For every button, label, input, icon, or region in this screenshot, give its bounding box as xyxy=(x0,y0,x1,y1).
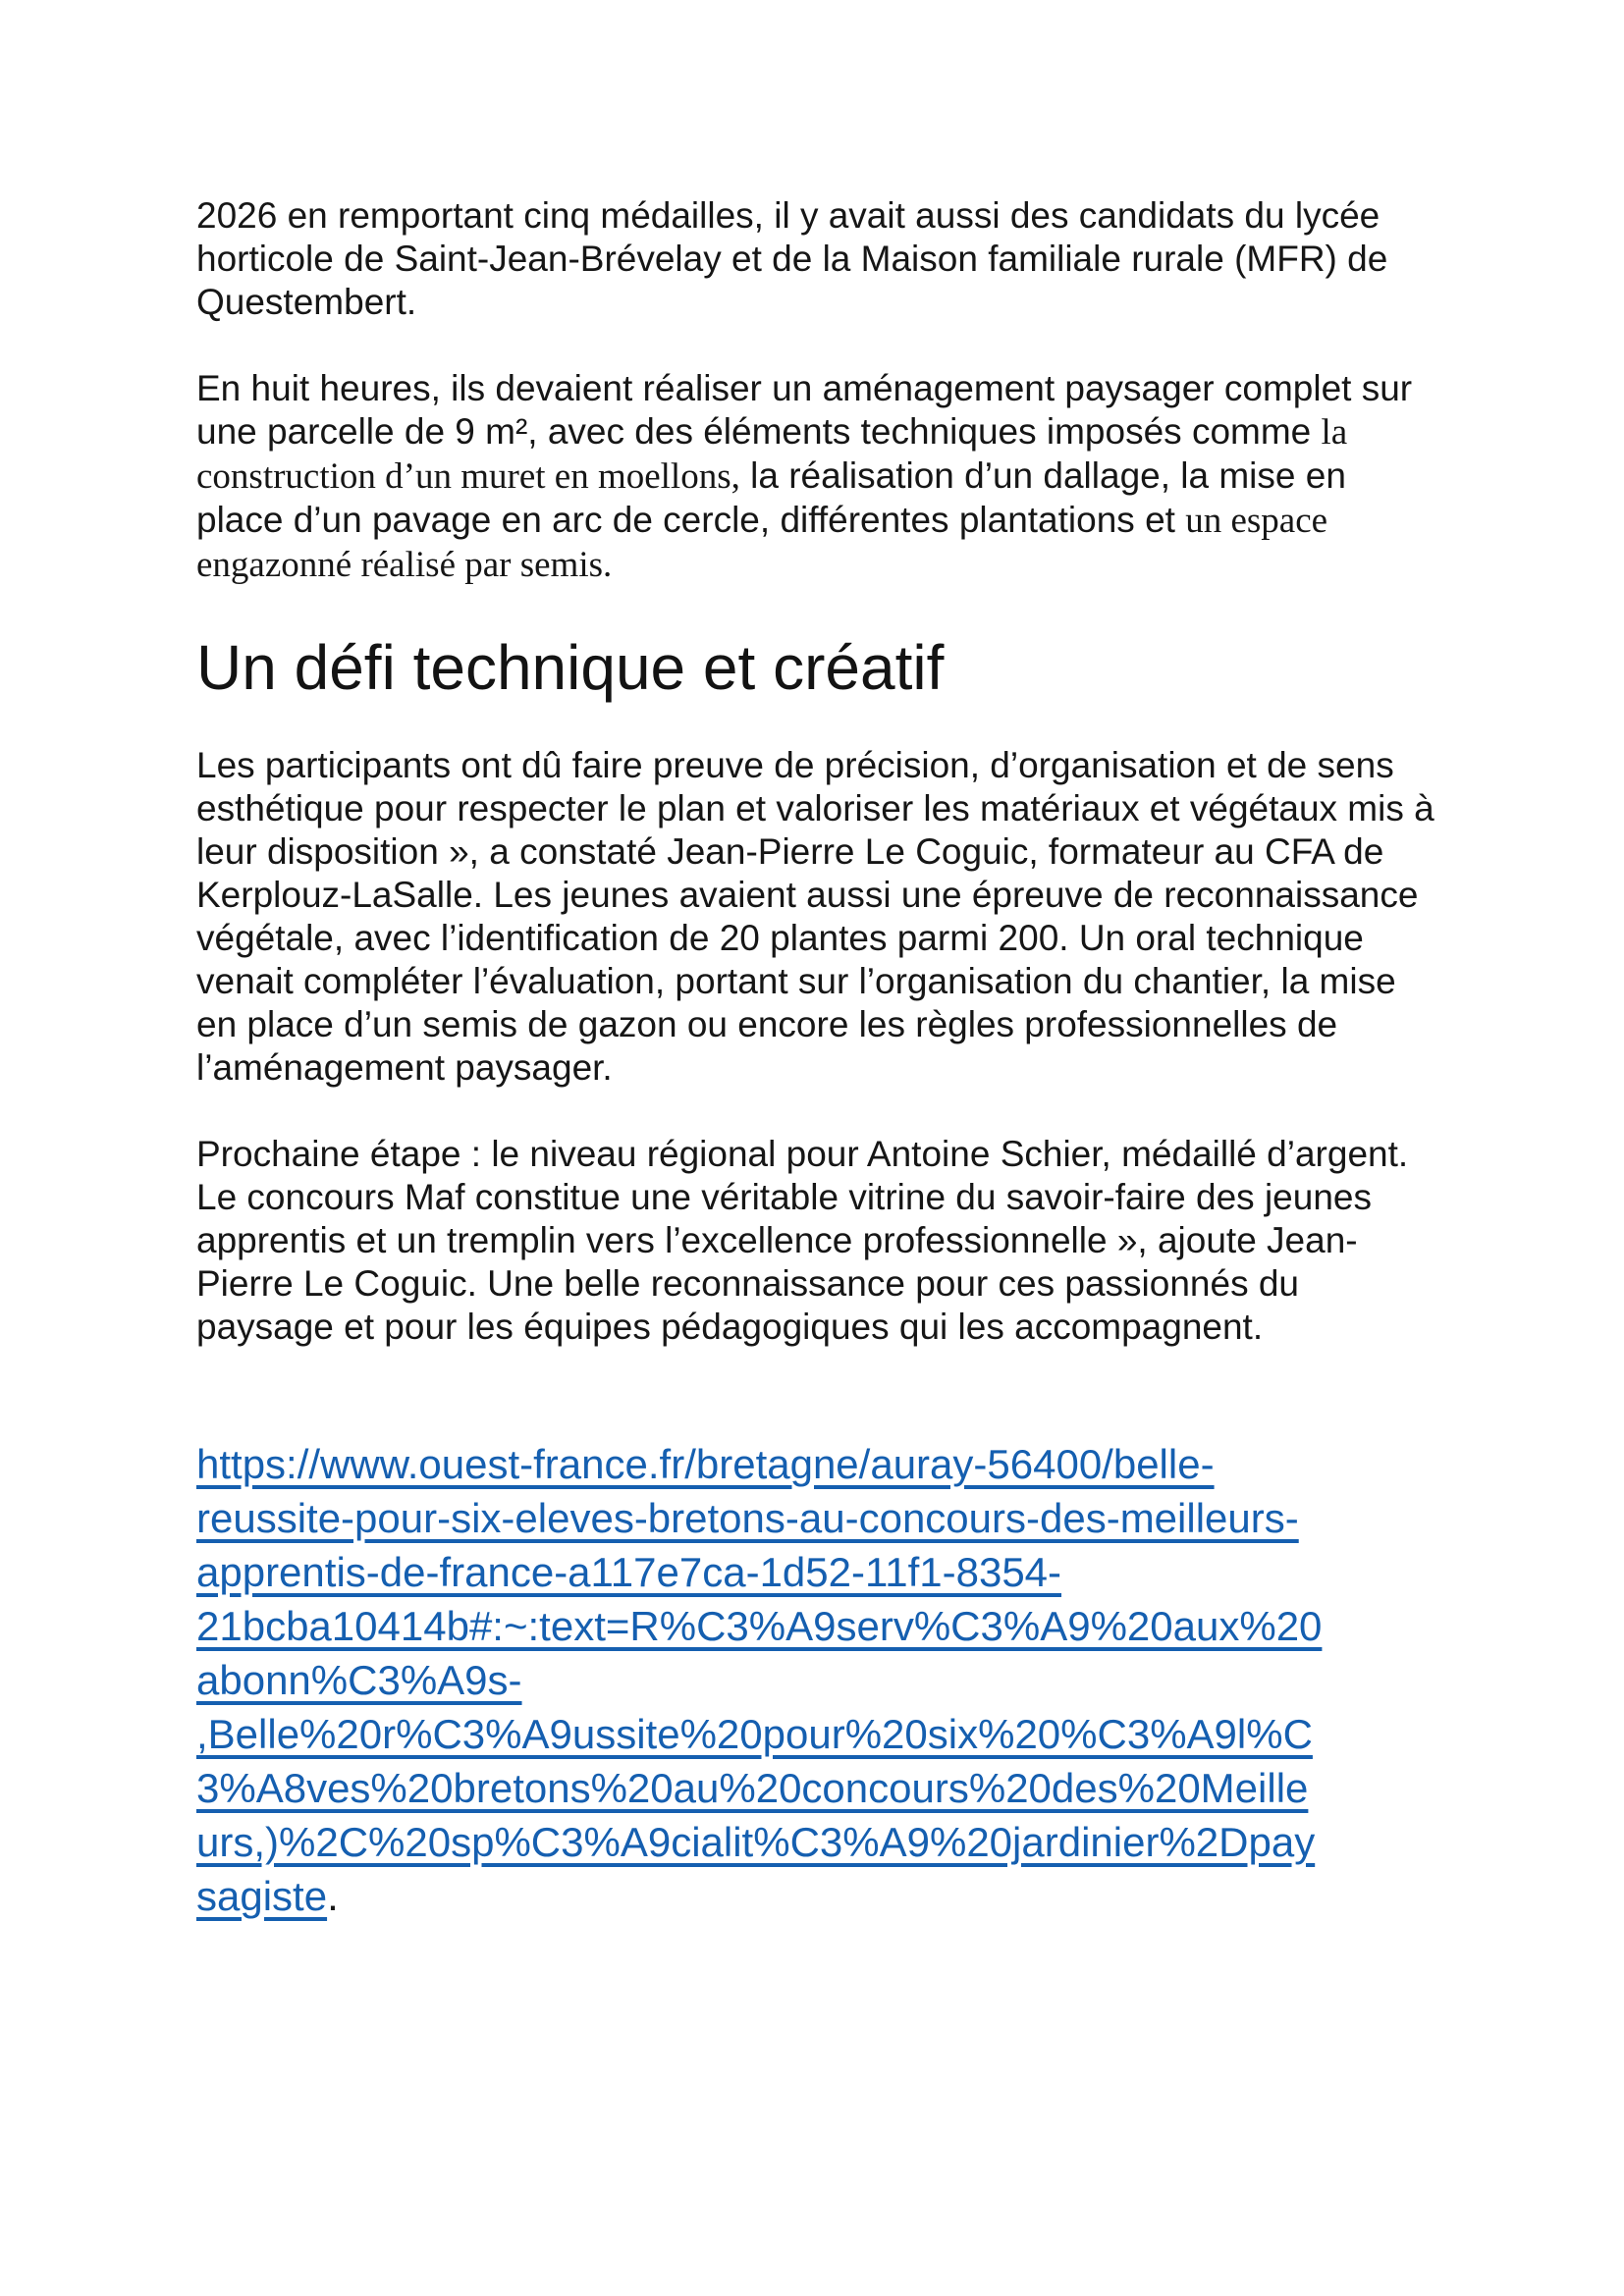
paragraph-intro: 2026 en remportant cinq médailles, il y avait aussi des candidats du lycée horticole de Saint-Jean-Brévelay et de la Maison familiale rurale (MFR) de Questembert. xyxy=(196,195,1388,322)
url-line-6: ,Belle%20r%C3%A9ussite%20pour%20six%20%C3%A9l%C xyxy=(196,1711,1313,1757)
url-line-8: urs,)%2C%20sp%C3%A9cialit%C3%A9%20jardinier%2Dpay xyxy=(196,1819,1316,1865)
paragraph-prochaine-etape: Prochaine étape : le niveau régional pour Antoine Schier, médaillé d’argent. Le concours Maf constitue une véritable vitrine du savoir-faire des jeunes apprentis et un tremplin vers l’excellence professionnelle », ajoute Jean-Pierre Le Coguic. Une belle reconnaissance pour ces passionnés du paysage et pour les équipes pédagogiques qui les accompagnent. xyxy=(196,1134,1409,1347)
section-heading: Un défi technique et créatif xyxy=(196,632,945,703)
url-line-5: abonn%C3%A9s- xyxy=(196,1657,522,1703)
url-line-9: sagiste xyxy=(196,1873,328,1919)
article-url-link[interactable] xyxy=(196,1437,1441,1919)
paragraph-epreuve-serif-2: un espace engazonné réalisé par semis. xyxy=(196,501,1328,585)
url-line-1: https://www.ouest-france.fr/bretagne/auray-56400/belle- xyxy=(196,1441,1215,1487)
paragraph-epreuve-sans-1: En huit heures, ils devaient réaliser un aménagement paysager complet sur une parcelle de 9 m², avec des éléments techniques imposés comme xyxy=(196,368,1413,452)
url-line-3: apprentis-de-france-a117e7ca-1d52-11f1-8354- xyxy=(196,1549,1062,1595)
page-content xyxy=(196,194,1441,1923)
paragraph-epreuve xyxy=(196,367,1441,587)
paragraph-epreuve-sans-2: la réalisation d’un dallage, la mise en place d’un pavage en arc de cercle, différentes plantations et xyxy=(196,455,1346,540)
url-line-2: reussite-pour-six-eleves-bretons-au-concours-des-meilleurs- xyxy=(196,1495,1299,1541)
url-line-4: 21bcba10414b#:~:text=R%C3%A9serv%C3%A9%20aux%20 xyxy=(196,1603,1323,1649)
url-trailing-period: . xyxy=(327,1873,339,1919)
source-link-paragraph xyxy=(196,1437,1441,1923)
paragraph-participants: Les participants ont dû faire preuve de précision, d’organisation et de sens esthétique pour respecter le plan et valoriser les matériaux et végétaux mis à leur disposition », a constaté Jean-Pierre Le Coguic, formateur au CFA de Kerplouz-LaSalle. Les jeunes avaient aussi une épreuve de reconnaissance végétale, avec l’identification de 20 plantes parmi 200. Un oral technique venait compléter l’évaluation, portant sur l’organisation du chantier, la mise en place d’un semis de gazon ou encore les règles professionnelles de l’aménagement paysager. xyxy=(196,745,1435,1088)
paragraph-epreuve-serif-1: la construction d’un muret en moellons, xyxy=(196,412,1348,497)
url-line-7: 3%A8ves%20bretons%20au%20concours%20des%20Meille xyxy=(196,1765,1309,1811)
